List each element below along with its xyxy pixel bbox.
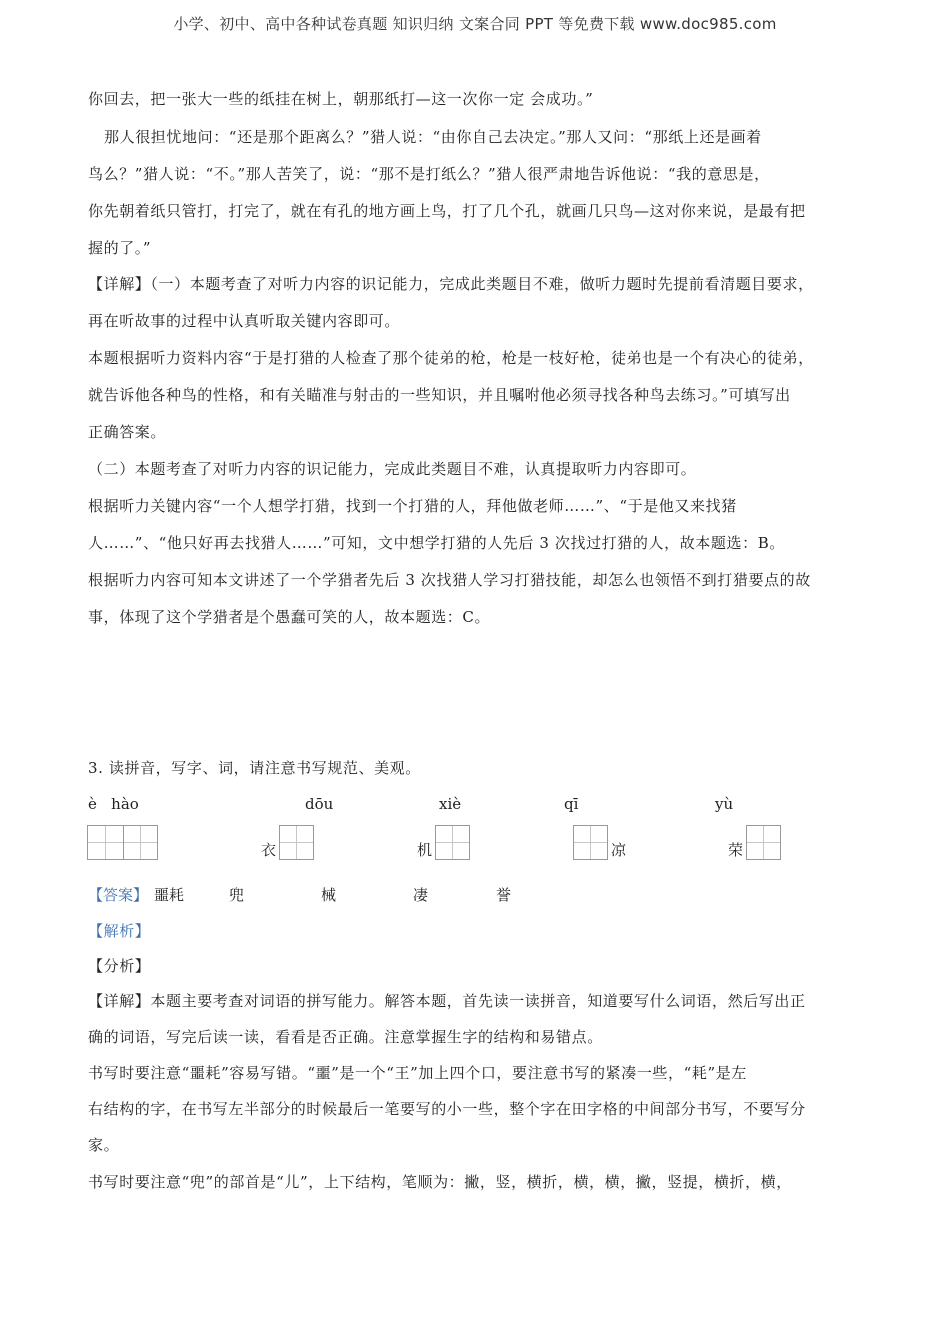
grid-prefix-char: 机 [417, 841, 433, 859]
answer-word: 凄 [413, 886, 429, 904]
story-line: 那人很担忧地问：“还是那个距离么？”猎人说：“由你自己去决定。”那人又问：“那纸上还是画着 [104, 128, 762, 146]
question-prompt: 3. 读拼音，写字、词，请注意书写规范、美观。 [88, 759, 421, 777]
story-line: 握的了。” [88, 239, 152, 257]
detail-label: 【详解】 [88, 275, 151, 293]
answer-word: 噩耗 [154, 886, 185, 904]
answer-word: 兜 [229, 886, 245, 904]
pinyin-label: yù [715, 795, 734, 813]
detail-line: 右结构的字，在书写左半部分的时候最后一笔要写的小一些，整个字在田字格的中间部分书写，不要写分 [88, 1100, 806, 1118]
detail-line: 【详解】（一）本题考查了对听力内容的识记能力，完成此类题目不难，做听力题时先提前看清题目要求， [88, 275, 814, 293]
writing-grid-box[interactable] [123, 825, 158, 860]
writing-grid-box[interactable] [573, 825, 608, 860]
detail-line: 再在听故事的过程中认真听取关键内容即可。 [88, 312, 401, 330]
grid-suffix-char: 凉 [611, 841, 627, 859]
detail-label: 【详解】 [88, 992, 151, 1010]
pinyin-label: è hào [88, 795, 139, 813]
answer-word: 械 [321, 886, 337, 904]
story-line: 鸟么？”猎人说：“不。”那人苦笑了，说：“那不是打纸么？”猎人很严肃地告诉他说：“我的意思是， [88, 165, 770, 183]
answer-label: 【答案】 [88, 886, 149, 904]
detail-line: 确的词语，写完后读一读，看看是否正确。注意掌握生字的结构和易错点。 [88, 1028, 603, 1046]
answer-word: 誉 [496, 886, 512, 904]
detail-line: 书写时要注意“兜”的部首是“儿”，上下结构，笔顺为：撇，竖，横折，横，横，撇，竖提，横折，横， [88, 1173, 792, 1191]
detail-line: 正确答案。 [88, 423, 167, 441]
pinyin-label: xiè [439, 795, 462, 813]
grid-prefix-char: 荣 [728, 841, 744, 859]
detail-line: 根据听力关键内容“一个人想学打猎，找到一个打猎的人，拜他做老师……”、“于是他又来找猪 [88, 497, 737, 515]
writing-grid-box[interactable] [279, 825, 314, 860]
detail-line: （二）本题考查了对听力内容的识记能力，完成此类题目不难，认真提取听力内容即可。 [88, 460, 697, 478]
detail-line: 家。 [88, 1136, 120, 1154]
detail-line: 【详解】本题主要考查对词语的拼写能力。解答本题，首先读一读拼音，知道要写什么词语，然后写出正 [88, 992, 806, 1010]
detail-line: 就告诉他各种鸟的性格，和有关瞄准与射击的一些知识，并且嘱咐他必须寻找各种鸟去练习。”可填写出 [88, 386, 791, 404]
writing-grid-box[interactable] [746, 825, 781, 860]
page-header: 小学、初中、高中各种试卷真题 知识归纳 文案合同 PPT 等免费下载 www.doc985.com [173, 15, 777, 33]
detail-line: 书写时要注意“噩耗”容易写错。“噩”是一个“王”加上四个口，要注意书写的紧凑一些，“耗”是左 [88, 1064, 747, 1082]
detail-line: 根据听力内容可知本文讲述了一个学猎者先后 3 次找猎人学习打猎技能，却怎么也领悟不到打猎要点的故 [88, 571, 811, 589]
grid-prefix-char: 衣 [261, 841, 277, 859]
fenxi-label: 【分析】 [88, 957, 151, 975]
detail-line: 事，体现了这个学猎者是个愚蠢可笑的人，故本题选：C。 [88, 608, 491, 626]
writing-grid-box[interactable] [435, 825, 470, 860]
detail-line: 本题根据听力资料内容“于是打猎的人检查了那个徒弟的枪，枪是一枝好枪，徒弟也是一个有决心的徒弟， [88, 349, 814, 367]
pinyin-label: qī [564, 795, 579, 813]
analysis-label: 【解析】 [88, 922, 151, 940]
story-line: 你先朝着纸只管打，打完了，就在有孔的地方画上鸟，打了几个孔，就画几只鸟—这对你来说，是最有把 [88, 202, 806, 220]
writing-grid-box[interactable] [87, 825, 123, 860]
pinyin-label: dōu [305, 795, 334, 813]
detail-line: 人……”、“他只好再去找猎人……”可知，文中想学打猎的人先后 3 次找过打猎的人，故本题选：B。 [88, 534, 785, 552]
story-line: 你回去，把一张大一些的纸挂在树上，朝那纸打—这一次你一定 会成功。” [88, 90, 594, 108]
